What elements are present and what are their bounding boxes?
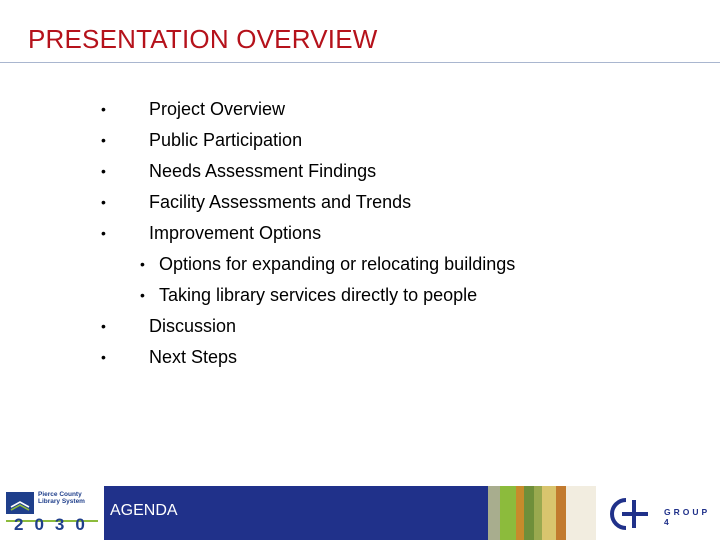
plan-year: 2030 [14,515,96,534]
bullet-icon: • [101,318,106,334]
bullet-icon: • [101,163,106,179]
library-name [38,491,85,505]
bullet-icon: • [140,256,145,272]
color-stripe [500,486,516,540]
library-name-line2: Library System [38,498,85,505]
bullet-icon: • [140,287,145,303]
group4-logo [596,486,720,540]
bullet-icon: • [101,194,106,210]
color-stripe [556,486,566,540]
section-label: AGENDA [110,502,178,519]
bullet-icon: • [101,349,106,365]
title-divider [0,62,720,63]
footer-bar [0,486,720,540]
agenda-subitem: Taking library services directly to people [159,285,478,305]
color-stripe [534,486,542,540]
agenda-item: Project Overview [149,99,286,119]
agenda-item: Next Steps [149,347,238,367]
library-name-line1: Pierce County [38,491,82,498]
group4-logo-icon [596,486,656,540]
color-stripe [524,486,534,540]
color-stripe [516,486,524,540]
color-stripe [566,486,596,540]
agenda-item: Facility Assessments and Trends [149,192,412,212]
bullet-icon: • [101,101,106,117]
bullet-icon: • [101,225,106,241]
slide-title: PRESENTATION OVERVIEW [28,24,378,54]
group4-name: GROUP 4 [664,507,711,527]
agenda-item: Public Participation [149,130,303,150]
color-stripe [542,486,556,540]
agenda-item: Needs Assessment Findings [149,161,377,181]
agenda-subitem: Options for expanding or relocating buildings [159,254,516,274]
bullet-icon: • [101,132,106,148]
agenda-item: Discussion [149,316,237,336]
pierce-county-library-logo [0,486,104,540]
agenda-item: Improvement Options [149,223,322,243]
color-stripe [488,486,500,540]
library-book-icon [6,492,34,514]
